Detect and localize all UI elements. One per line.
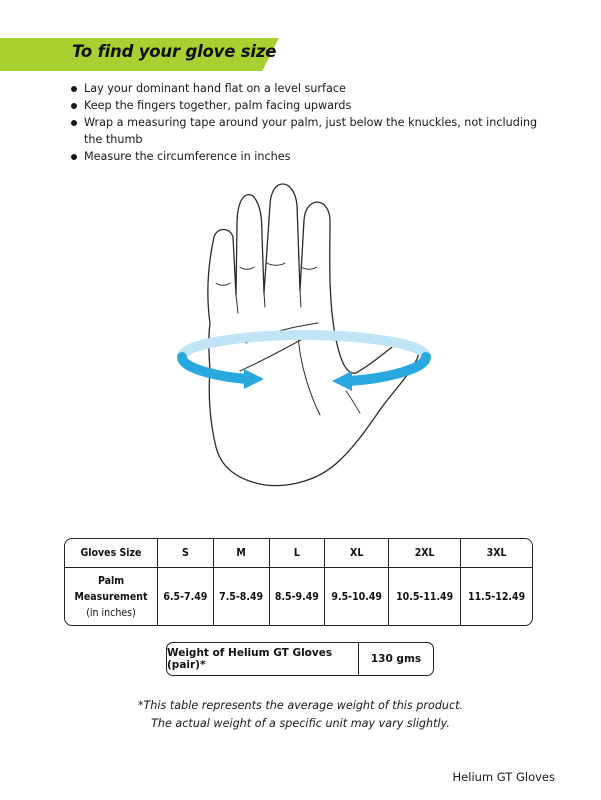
size-cell: 2XL <box>389 539 461 568</box>
size-cell: XL <box>325 539 389 568</box>
size-cell: S <box>158 539 214 568</box>
instruction-item: Measure the circumference in inches <box>70 148 540 165</box>
weight-value: 130 gms <box>370 653 422 665</box>
size-cell: L <box>270 539 326 568</box>
measurement-cell: 9.5-10.49 <box>325 568 389 625</box>
product-footer: Helium GT Gloves <box>452 770 555 784</box>
bullet-icon <box>71 154 77 160</box>
footnote-line-1: *This table represents the average weight of this product. <box>137 699 464 712</box>
weight-box <box>166 642 434 676</box>
measurement-cell: 10.5-11.49 <box>389 568 461 625</box>
instruction-item: Lay your dominant hand flat on a level surface <box>70 80 540 97</box>
bullet-icon <box>71 86 77 92</box>
page-title: To find your glove size <box>72 42 277 61</box>
hand-measurement-illustration <box>170 175 440 505</box>
instruction-item: Keep the fingers together, palm facing upwards <box>70 97 540 114</box>
size-cell: 3XL <box>461 539 532 568</box>
measurement-cell: 11.5-12.49 <box>468 590 526 603</box>
footnote-line-2: The actual weight of a specific unit may vary slightly. <box>151 717 450 730</box>
instruction-item: Wrap a measuring tape around your palm, just below the knuckles, not including the thumb <box>70 114 540 148</box>
table-header-row <box>65 539 532 568</box>
measurement-cell: 7.5-8.49 <box>214 568 270 625</box>
size-chart-table <box>64 538 533 626</box>
palm-measurement-label: Palm Measurement (in inches) <box>65 568 158 625</box>
bullet-icon <box>71 103 77 109</box>
bullet-icon <box>71 120 77 126</box>
instruction-list <box>70 80 540 165</box>
size-header-cell: Gloves Size <box>65 539 158 568</box>
measurement-cell: 8.5-9.49 <box>270 568 326 625</box>
weight-label: Weight of Helium GT Gloves (pair)* <box>167 643 359 675</box>
table-row <box>65 568 532 625</box>
measurement-cell: 6.5-7.49 <box>158 568 214 625</box>
size-cell: M <box>214 539 270 568</box>
